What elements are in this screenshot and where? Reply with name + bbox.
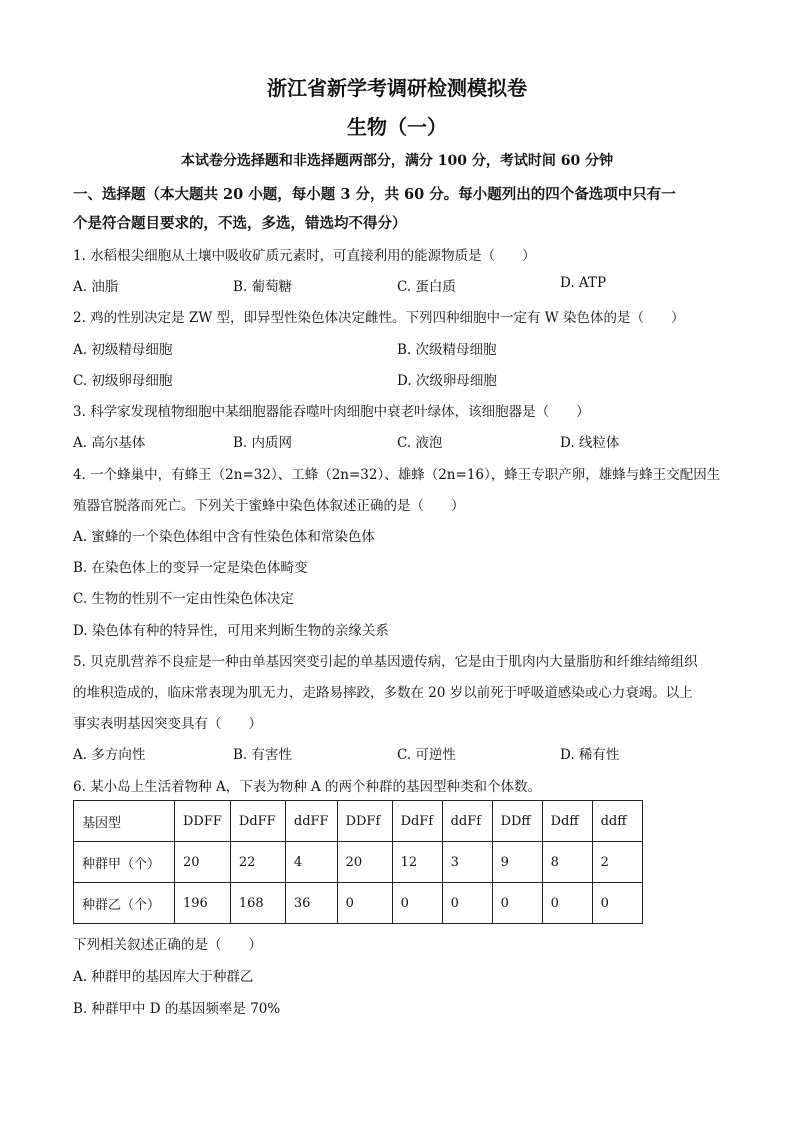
exam-subject: 生物（一） — [347, 115, 447, 139]
question-5-option-b[interactable]: B. 有害性 — [233, 747, 293, 763]
table-cell: 0 — [442, 883, 492, 924]
table-cell: 2 — [592, 842, 642, 883]
table-cell: 种群甲（个） — [74, 842, 175, 883]
table-cell: 0 — [392, 883, 442, 924]
question-3-option-a[interactable]: A. 高尔基体 — [73, 435, 146, 451]
genotype-table — [73, 800, 643, 924]
question-2-option-d[interactable]: D. 次级卵母细胞 — [397, 373, 497, 389]
table-cell: 0 — [492, 883, 542, 924]
question-6-option-a[interactable]: A. 种群甲的基因库大于种群乙 — [73, 969, 254, 985]
table-header-cell: DDff — [492, 801, 542, 842]
question-5-stem-line3: 事实表明基因突变具有（ ） — [73, 716, 262, 732]
table-header-cell: ddFf — [442, 801, 492, 842]
table-cell: 3 — [442, 842, 492, 883]
question-5-option-c[interactable]: C. 可逆性 — [397, 747, 456, 763]
question-5-stem-line2: 的堆积造成的，临床常表现为肌无力，走路易摔跤，多数在 20 岁以前死于呼吸道感染或心力衰竭。以上 — [73, 685, 693, 701]
question-5-stem-line1: 5. 贝克肌营养不良症是一种由单基因突变引起的单基因遗传病，它是由于肌肉内大量脂肪和纤维结缔组织 — [73, 654, 698, 670]
table-cell: 种群乙（个） — [74, 883, 175, 924]
question-5-option-a[interactable]: A. 多方向性 — [73, 747, 146, 763]
question-1-option-d[interactable]: D. ATP — [560, 275, 607, 291]
table-cell: 168 — [230, 883, 285, 924]
question-4-option-c[interactable]: C. 生物的性别不一定由性染色体决定 — [73, 591, 294, 607]
table-cell: 20 — [175, 842, 231, 883]
table-cell: 36 — [285, 883, 337, 924]
table-header-cell: DdFF — [230, 801, 285, 842]
question-4-option-d[interactable]: D. 染色体有种的特异性，可用来判断生物的亲缘关系 — [73, 623, 389, 639]
table-header-cell: Ddff — [542, 801, 592, 842]
table-header-cell: DdFf — [392, 801, 442, 842]
question-3-option-b[interactable]: B. 内质网 — [233, 435, 293, 451]
table-row — [74, 883, 643, 924]
question-1-option-a[interactable]: A. 油脂 — [73, 279, 119, 295]
question-3-stem: 3. 科学家发现植物细胞中某细胞器能吞噬叶肉细胞中衰老叶绿体，该细胞器是（ ） — [73, 404, 590, 420]
question-2-option-c[interactable]: C. 初级卵母细胞 — [73, 373, 173, 389]
question-5-option-d[interactable]: D. 稀有性 — [560, 747, 620, 763]
question-1-stem: 1. 水稻根尖细胞从土壤中吸收矿质元素时，可直接利用的能源物质是（ ） — [73, 248, 536, 264]
table-cell: 20 — [337, 842, 392, 883]
table-row — [74, 842, 643, 883]
table-cell: 0 — [542, 883, 592, 924]
table-cell: 22 — [230, 842, 285, 883]
table-header-cell: DDFF — [175, 801, 231, 842]
table-cell: 0 — [592, 883, 642, 924]
table-cell: 8 — [542, 842, 592, 883]
question-4-option-b[interactable]: B. 在染色体上的变异一定是染色体畸变 — [73, 560, 308, 576]
section-heading-line1: 一、选择题（本大题共 20 小题，每小题 3 分，共 60 分。每小题列出的四个备选项中只有一 — [73, 186, 676, 203]
question-2-stem: 2. 鸡的性别决定是 ZW 型，即异型性染色体决定雌性。下列四种细胞中一定有 W 染色体的是（ ） — [73, 310, 685, 326]
question-1-option-b[interactable]: B. 葡萄糖 — [233, 279, 293, 295]
table-header-cell: ddFF — [285, 801, 337, 842]
section-heading — [73, 180, 733, 238]
question-4-stem-line1: 4. 一个蜂巢中，有蜂王（2n=32）、工蜂（2n=32）、雄蜂（2n=16），蜂王专职产卵，雄蜂与蜂王交配因生 — [73, 467, 721, 483]
question-1-option-c[interactable]: C. 蛋白质 — [397, 279, 456, 295]
section-heading-line2: 个是符合题目要求的，不选，多选，错选均不得分） — [73, 215, 407, 232]
table-cell: 9 — [492, 842, 542, 883]
exam-title: 浙江省新学考调研检测模拟卷 — [267, 76, 527, 100]
question-6-option-b[interactable]: B. 种群甲中 D 的基因频率是 70% — [73, 1001, 281, 1017]
question-2-option-a[interactable]: A. 初级精母细胞 — [73, 342, 173, 358]
table-header-cell: ddff — [592, 801, 642, 842]
question-3-option-d[interactable]: D. 线粒体 — [560, 435, 620, 451]
table-cell: 12 — [392, 842, 442, 883]
question-6-prompt: 下列相关叙述正确的是（ ） — [73, 937, 262, 953]
question-6-stem: 6. 某小岛上生活着物种 A，下表为物种 A 的两个种群的基因型种类和个体数。 — [73, 779, 542, 795]
table-header-cell: 基因型 — [74, 801, 175, 842]
exam-instructions: 本试卷分选择题和非选择题两部分，满分 100 分，考试时间 60 分钟 — [180, 153, 614, 169]
question-2-option-b[interactable]: B. 次级精母细胞 — [397, 342, 497, 358]
table-cell: 196 — [175, 883, 231, 924]
question-4-option-a[interactable]: A. 蜜蜂的一个染色体组中含有性染色体和常染色体 — [73, 529, 375, 545]
question-4-stem-line2: 殖器官脱落而死亡。下列关于蜜蜂中染色体叙述正确的是（ ） — [73, 498, 465, 514]
table-header-row — [74, 801, 643, 842]
table-cell: 0 — [337, 883, 392, 924]
question-3-option-c[interactable]: C. 液泡 — [397, 435, 443, 451]
table-header-cell: DDFf — [337, 801, 392, 842]
table-cell: 4 — [285, 842, 337, 883]
